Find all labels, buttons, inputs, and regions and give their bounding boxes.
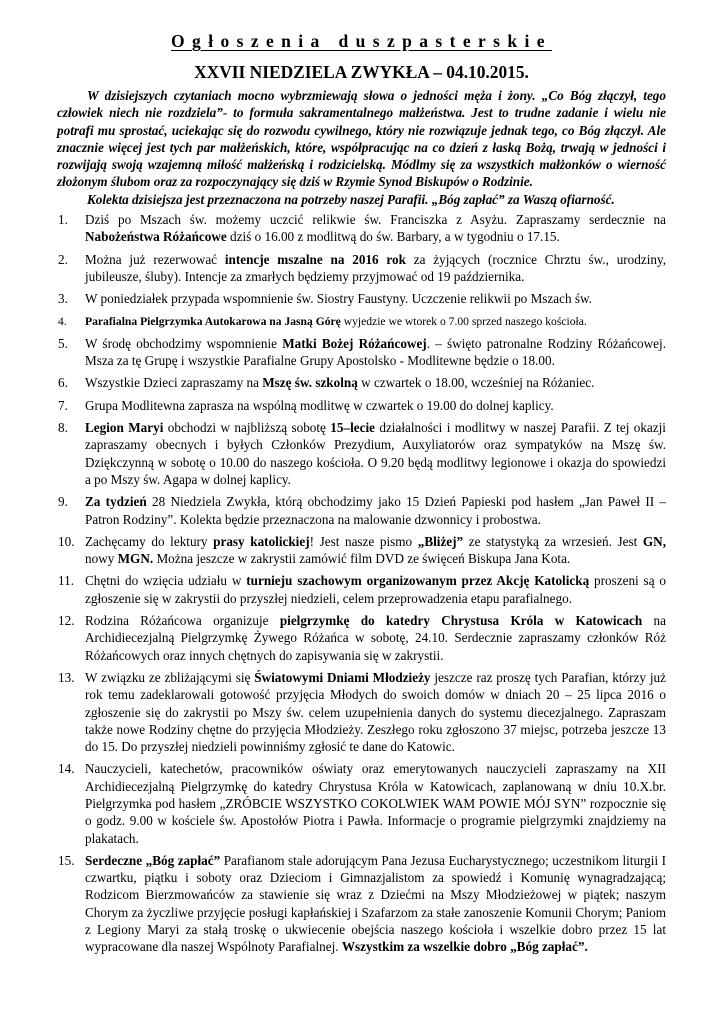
collection-note: Kolekta dzisiejsza jest przeznaczona na potrzeby naszej Parafii. „Bóg zapłać” za Waszą ofiarność.: [87, 191, 615, 207]
page-title: XXVII NIEDZIELA ZWYKŁA – 04.10.2015.: [194, 62, 529, 82]
item-number: 12.: [58, 613, 75, 629]
announcement-item: 15. Serdeczne „Bóg zapłać” Parafianom stale adorującym Pana Jezusa Eucharystycznego; uczestnikom liturgii I czwartku, piątku i soboty oraz Dzieciom i Gimnazjalistom za spowiedź i Komunię wynagradzającą; Rodzicom Bierzmowańców za stawienie się wraz z Dziećmi na Mszy Młodzieżowej w piątek; naszym Chorym za życzliwe przyjęcie posługi kapłańskiej i Szafarzom za stałe zanoszenie Komunii Chorym; Paniom z Legiony Maryi za stałą troskę o ukwiecenie obejścia naszego kościoła i wszelkie dobro przez 15 lat wypracowane dla naszej Wspólnoty Parafialnej. Wszystkim za wszelkie dobro „Bóg zapłać”.: [58, 852, 667, 955]
announcement-item: 4. Parafialna Pielgrzymka Autokarowa na Jasną Górę wyjedzie we wtorek o 7.00 sprzed naszego kościoła.: [57, 313, 666, 330]
announcement-item: 9. Za tydzień 28 Niedziela Zwykła, którą obchodzimy jako 15 Dzień Papieski pod hasłem „Jan Paweł II – Patron Rodziny”. Kolekta będzie przeznaczona na malowanie dzwonnicy i probostwa.: [58, 494, 666, 527]
announcement-item: 13. W związku ze zbliżającymi się Światowymi Dniami Młodzieży jeszcze raz proszę tych Parafian, którzy już rok temu zadeklarowali gotowość przyjęcia Młodych do swoich domów w dniach 20 – 25 lipca 2016 o zgłoszenie się do zakrystii po Mszy św. celem uzupełnienia danych do systemu diecezjalnego. Zapraszam także nowe Rodziny chętne do przyjęcia Młodzieży. Zeszłego roku zgłoszono 37 miejsc, potrzeba jeszcze 13 do 15. Do przyszłej niedzieli powinniśmy zgłosić te dane do Katowic.: [58, 669, 666, 755]
item-number: 1.: [58, 212, 68, 228]
item-number: 4.: [58, 314, 67, 328]
item-number: 11.: [58, 573, 74, 589]
item-number: 3.: [58, 291, 68, 307]
announcement-item: 5. W środę obchodzimy wspomnienie Matki Bożej Różańcowej. – święto patronalne Rodziny Różańcowej. Msza za tę Grupę i wszystkie Parafialne Grupy Apostolsko - Modlitewne będzie o 18.00.: [58, 335, 666, 369]
announcement-item: 12. Rodzina Różańcowa organizuje pielgrzymkę do katedry Chrystusa Króla w Katowicach na Archidiecezjalną Pielgrzymkę Żywego Różańca w sobotę, 24.10. Serdecznie zapraszamy członków Róż Różańcowych oraz innych chętnych do zapisywania się w zakrystii.: [58, 613, 666, 663]
announcement-item: 2. Można już rezerwować intencje mszalne na 2016 rok za żyjących (rocznice Chrztu św., urodziny, jubileusze, śluby). Intencje za zmarłych będziemy przyjmować od 19 października.: [58, 251, 667, 284]
announcements-list: [57, 211, 666, 956]
announcement-item: 7. Grupa Modlitewna zaprasza na wspólną modlitwę w czwartek o 19.00 do dolnej kaplicy.: [58, 397, 554, 413]
item-number: 9.: [58, 494, 68, 510]
item-number: 2.: [58, 251, 68, 267]
item-number: 10.: [58, 533, 75, 549]
item-number: 14.: [58, 761, 75, 777]
item-number: 8.: [58, 420, 68, 436]
announcement-item: 10. Zachęcamy do lektury prasy katolickiej! Jest nasze pismo „Bliżej” ze statystyką za wrzesień. Jest GN, nowy MGN. Można jeszcze w zakrystii zamówić film DVD ze święceń Biskupa Jana Kota.: [58, 533, 666, 567]
announcement-item: 11. Chętni do wzięcia udziału w turnieju szachowym organizowanym przez Akcję Katolicką proszeni są o zgłoszenie się w zakrystii do przyszłej niedzieli, celem przeprowadzenia etapu parafialnego.: [58, 573, 666, 606]
announcement-item: 6. Wszystkie Dzieci zapraszamy na Mszę św. szkolną w czwartek o 18.00, wcześniej na Różaniec.: [58, 375, 595, 391]
announcement-item: 8. Legion Maryi obchodzi w najbliższą sobotę 15–lecie działalności i modlitwy w naszej Parafii. Z tej okazji zapraszamy obecnych i byłych Członków Prezydium, Auxyliatorów oraz sympatyków na Mszę św. Dziękczynną w sobotę o 10.00 do naszego kościoła. O 9.20 będą modlitwy legionowe i okazja do spowiedzi a po Mszy św. Agapa w dolnej kaplicy.: [58, 420, 666, 487]
item-number: 7.: [58, 397, 68, 413]
item-number: 5.: [58, 335, 68, 351]
announcement-item: 1. Dziś po Mszach św. możemy uczcić relikwie św. Franciszka z Asyżu. Zapraszamy serdecznie na Nabożeństwa Różańcowe dziś o 16.00 z modlitwą do św. Barbary, a w tygodniu o 17.15.: [58, 212, 666, 245]
item-number: 15.: [58, 852, 75, 868]
announcement-item: 3. W poniedziałek przypada wspomnienie św. Siostry Faustyny. Uczczenie relikwii po Mszach św.: [58, 291, 592, 307]
item-number: 13.: [58, 669, 75, 685]
intro-paragraph: W dzisiejszych czytaniach mocno wybrzmiewają słowa o jedności męża i żony. „Co Bóg złączył, tego człowiek niech nie rozdziela”- to formuła sakramentalnego małżeństwa. Jest to trudne zadanie i wielu nie potrafi mu sprostać, uciekając się do rozwodu cywilnego, który nie rozwiązuje jednak tego, co Bóg złączył. Ale znacznie więcej jest tych par małżeńskich, które, współpracując na co dzień z łaską Bożą, trwają w jedności i rozwijają swoją wzajemną miłość małżeńską i rodzicielską. Módlmy się za wszystkich małżonków o wierność złożonym ślubom oraz za rozpoczynający się dziś w Rzymie Synod Biskupów o Rodzinie.: [57, 88, 666, 190]
item-number: 6.: [58, 375, 68, 391]
bulletin-header: Ogłoszenia duszpasterskie: [171, 31, 552, 51]
announcement-item: 14. Nauczycieli, katechetów, pracowników oświaty oraz emerytowanych nauczycieli zapraszamy na XII Archidiecezjalną Pielgrzymkę do katedry Chrystusa Króla w Katowicach, zaplanowaną w dniu 10.X.br. Pielgrzymka pod hasłem „ZRÓBCIE WSZYSTKO COKOLWIEK WAM POWIE MÓJ SYN” rozpocznie się o godz. 9.00 w kościele św. Apostołów Piotra i Pawła. Informacje o programie pielgrzymki znajdziemy na plakatach.: [58, 761, 666, 846]
